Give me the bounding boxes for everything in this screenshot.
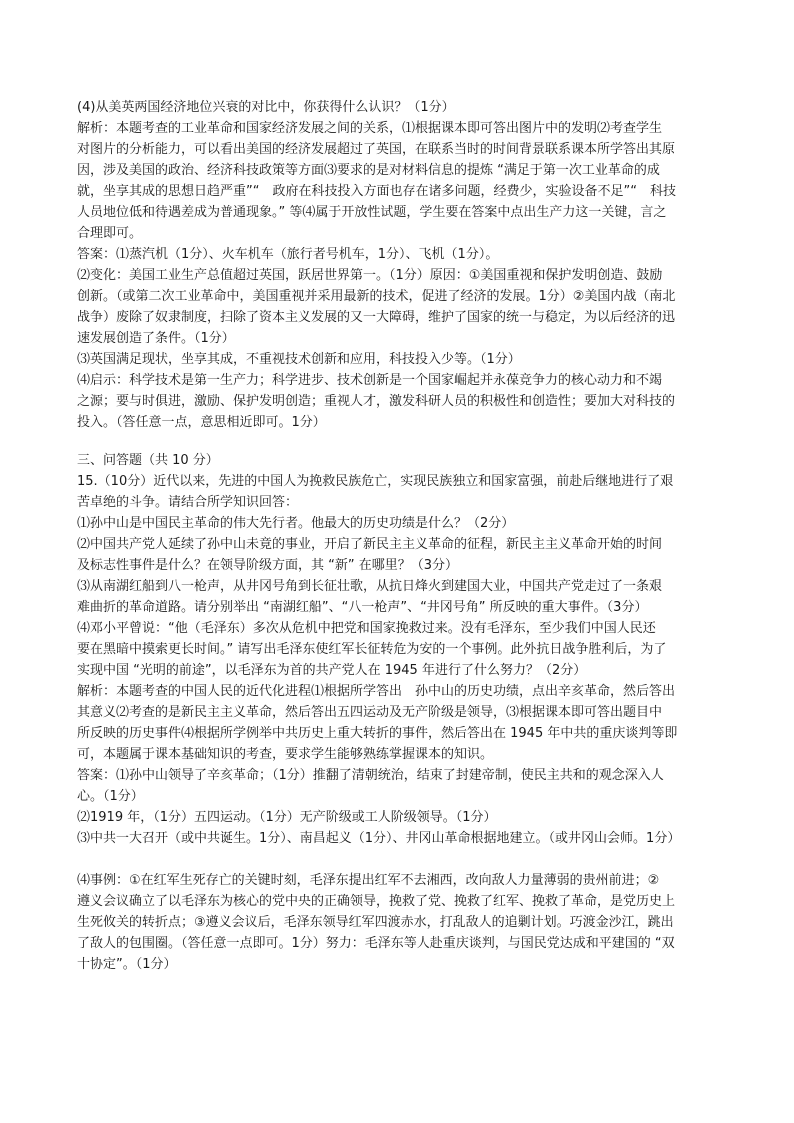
q15-answer-2: ⑵1919 年，（1分）五四运动。（1分）无产阶级或工人阶级领导。（1分） [77,810,497,825]
q14-answer-1: 答案：⑴蒸汽机（1分）、火车机车（旅行者号机车，1分）、飞机（1分）。 [77,247,499,262]
q14-answer-3: ⑶英国满足现状，坐享其成，不重视技术创新和应用，科技投入少等。（1分） [77,352,521,367]
q15-answer-3: ⑶中共一大召开（或中共诞生。1分）、南昌起义（1分）、井冈山革命根据地建立。（或井冈山会师。1分） [77,831,681,846]
q14-answer-4: ⑷启示：科学技术是第一生产力；科学进步、技术创新是一个国家崛起并永葆竞争力的核心动力和不竭 之源；要与时俱进，激励、保护发明创造；重视人才，激发科研人员的积极性和创造性；要加大对科技的 投入。（答任意一点，意思相近即可。1分） [77,373,676,430]
q15-answer-4: ⑷事例：①在红军生死存亡的关键时刻，毛泽东提出红军不去湘西，改向敌人力量薄弱的贵州前进；② 遵义会议确立了以毛泽东为核心的党中央的正确领导，挽救了党、挽救了红军、挽救了革命，是党历史上 生死攸关的转折点；③遵义会议后，毛泽东领导红军四渡赤水，打乱敌人的追剿计划。巧渡金沙江，跳出 了敌人的包围圈。（答任意一点即可。1分）努力：毛泽东等人赴重庆谈判，与国民党达成和平建国的 “双 十协定”。（1分） [77,873,676,972]
section-heading: 三、问答题（共 10 分） [77,453,219,468]
q15-intro: 15.（10分）近代以来，先进的中国人为挽救民族危亡，实现民族独立和国家富强，前赴后继地进行了艰 苦卓绝的斗争。请结合所学知识回答： [77,474,674,510]
q15-analysis: 解析：本题考查的中国人民的近代化进程⑴根据所学答出 孙中山的历史功绩，点出辛亥革命，然后答出 其意义⑵考查的是新民主主义革命，然后答出五四运动及无产阶级是领导，⑶根据课本即可答出题目中 所反映的历史事件⑷根据所学例举中共历史上重大转折的事件，然后答出在 1945 年中共的重庆谈判等即 可，本题属于课本基础知识的考查，要求学生能够熟练掌握课本的知识。 [77,684,678,762]
q15-question-2: ⑵中国共产党人延续了孙中山未竟的事业，开启了新民主主义革命的征程，新民主主义革命开始的时间 及标志性事件是什么？在领导阶级方面，其 “新” 在哪里？（3分） [77,537,663,573]
q15-question-4: ⑷邓小平曾说：“他（毛泽东）多次从危机中把党和国家挽救过来。没有毛泽东，至少我们中国人民还 要在黑暗中摸索更长时间。” 请写出毛泽东使红军长征转危为安的一个事例。此外抗日战争胜利后，为了 实现中国 “光明的前途”，以毛泽东为首的共产党人在 1945 年进行了什么努力？（2分） [77,621,667,678]
q15-question-3: ⑶从南湖红船到八一枪声，从井冈号角到长征壮歌，从抗日烽火到建国大业，中国共产党走过了一条艰 难曲折的革命道路。请分别举出 “南湖红船”、“八一枪声”、“井冈号角” 所反映的重大事件。（3分） [77,579,663,615]
q14-answer-2: ⑵变化：美国工业生产总值超过英国，跃居世界第一。（1分）原因：①美国重视和保护发明创造、鼓励 创新。（或第二次工业革命中，美国重视并采用最新的技术，促进了经济的发展。1分）②美国内战（南北 战争）废除了奴隶制度，扫除了资本主义发展的又一大障碍，维护了国家的统一与稳定，为以后经济的迅 速发展创造了条件。（1分） [77,268,676,346]
q14-analysis: 解析：本题考查的工业革命和国家经济发展之间的关系，⑴根据课本即可答出图片中的发明⑵考查学生 对图片的分析能力，可以看出美国的经济发展超过了英国，在联系当时的时间背景联系课本所学答出其原 因，涉及美国的政治、经济科技政策等方面⑶要求的是对材料信息的提炼 “满足于第一次工业革命的成 就，坐享其成的思想日趋严重”“ 政府在科技投入方面也存在诸多问题，经费少，实验设备不足”“ 科技 人员地位低和待遇差成为普通现象。” 等⑷属于开放性试题，学生要在答案中点出生产力这一关键，言之 合理即可。 [77,121,676,241]
q15-answer-1: 答案：⑴孙中山领导了辛亥革命；（1分）推翻了清朝统治，结束了封建帝制，使民主共和的观念深入人 心。（1分） [77,768,664,804]
q14-4-question: (4)从美英两国经济地位兴衰的对比中，你获得什么认识？（1分） [77,100,455,115]
q15-question-1: ⑴孙中山是中国民主革命的伟大先行者。他最大的历史功绩是什么？（2分） [77,516,515,531]
